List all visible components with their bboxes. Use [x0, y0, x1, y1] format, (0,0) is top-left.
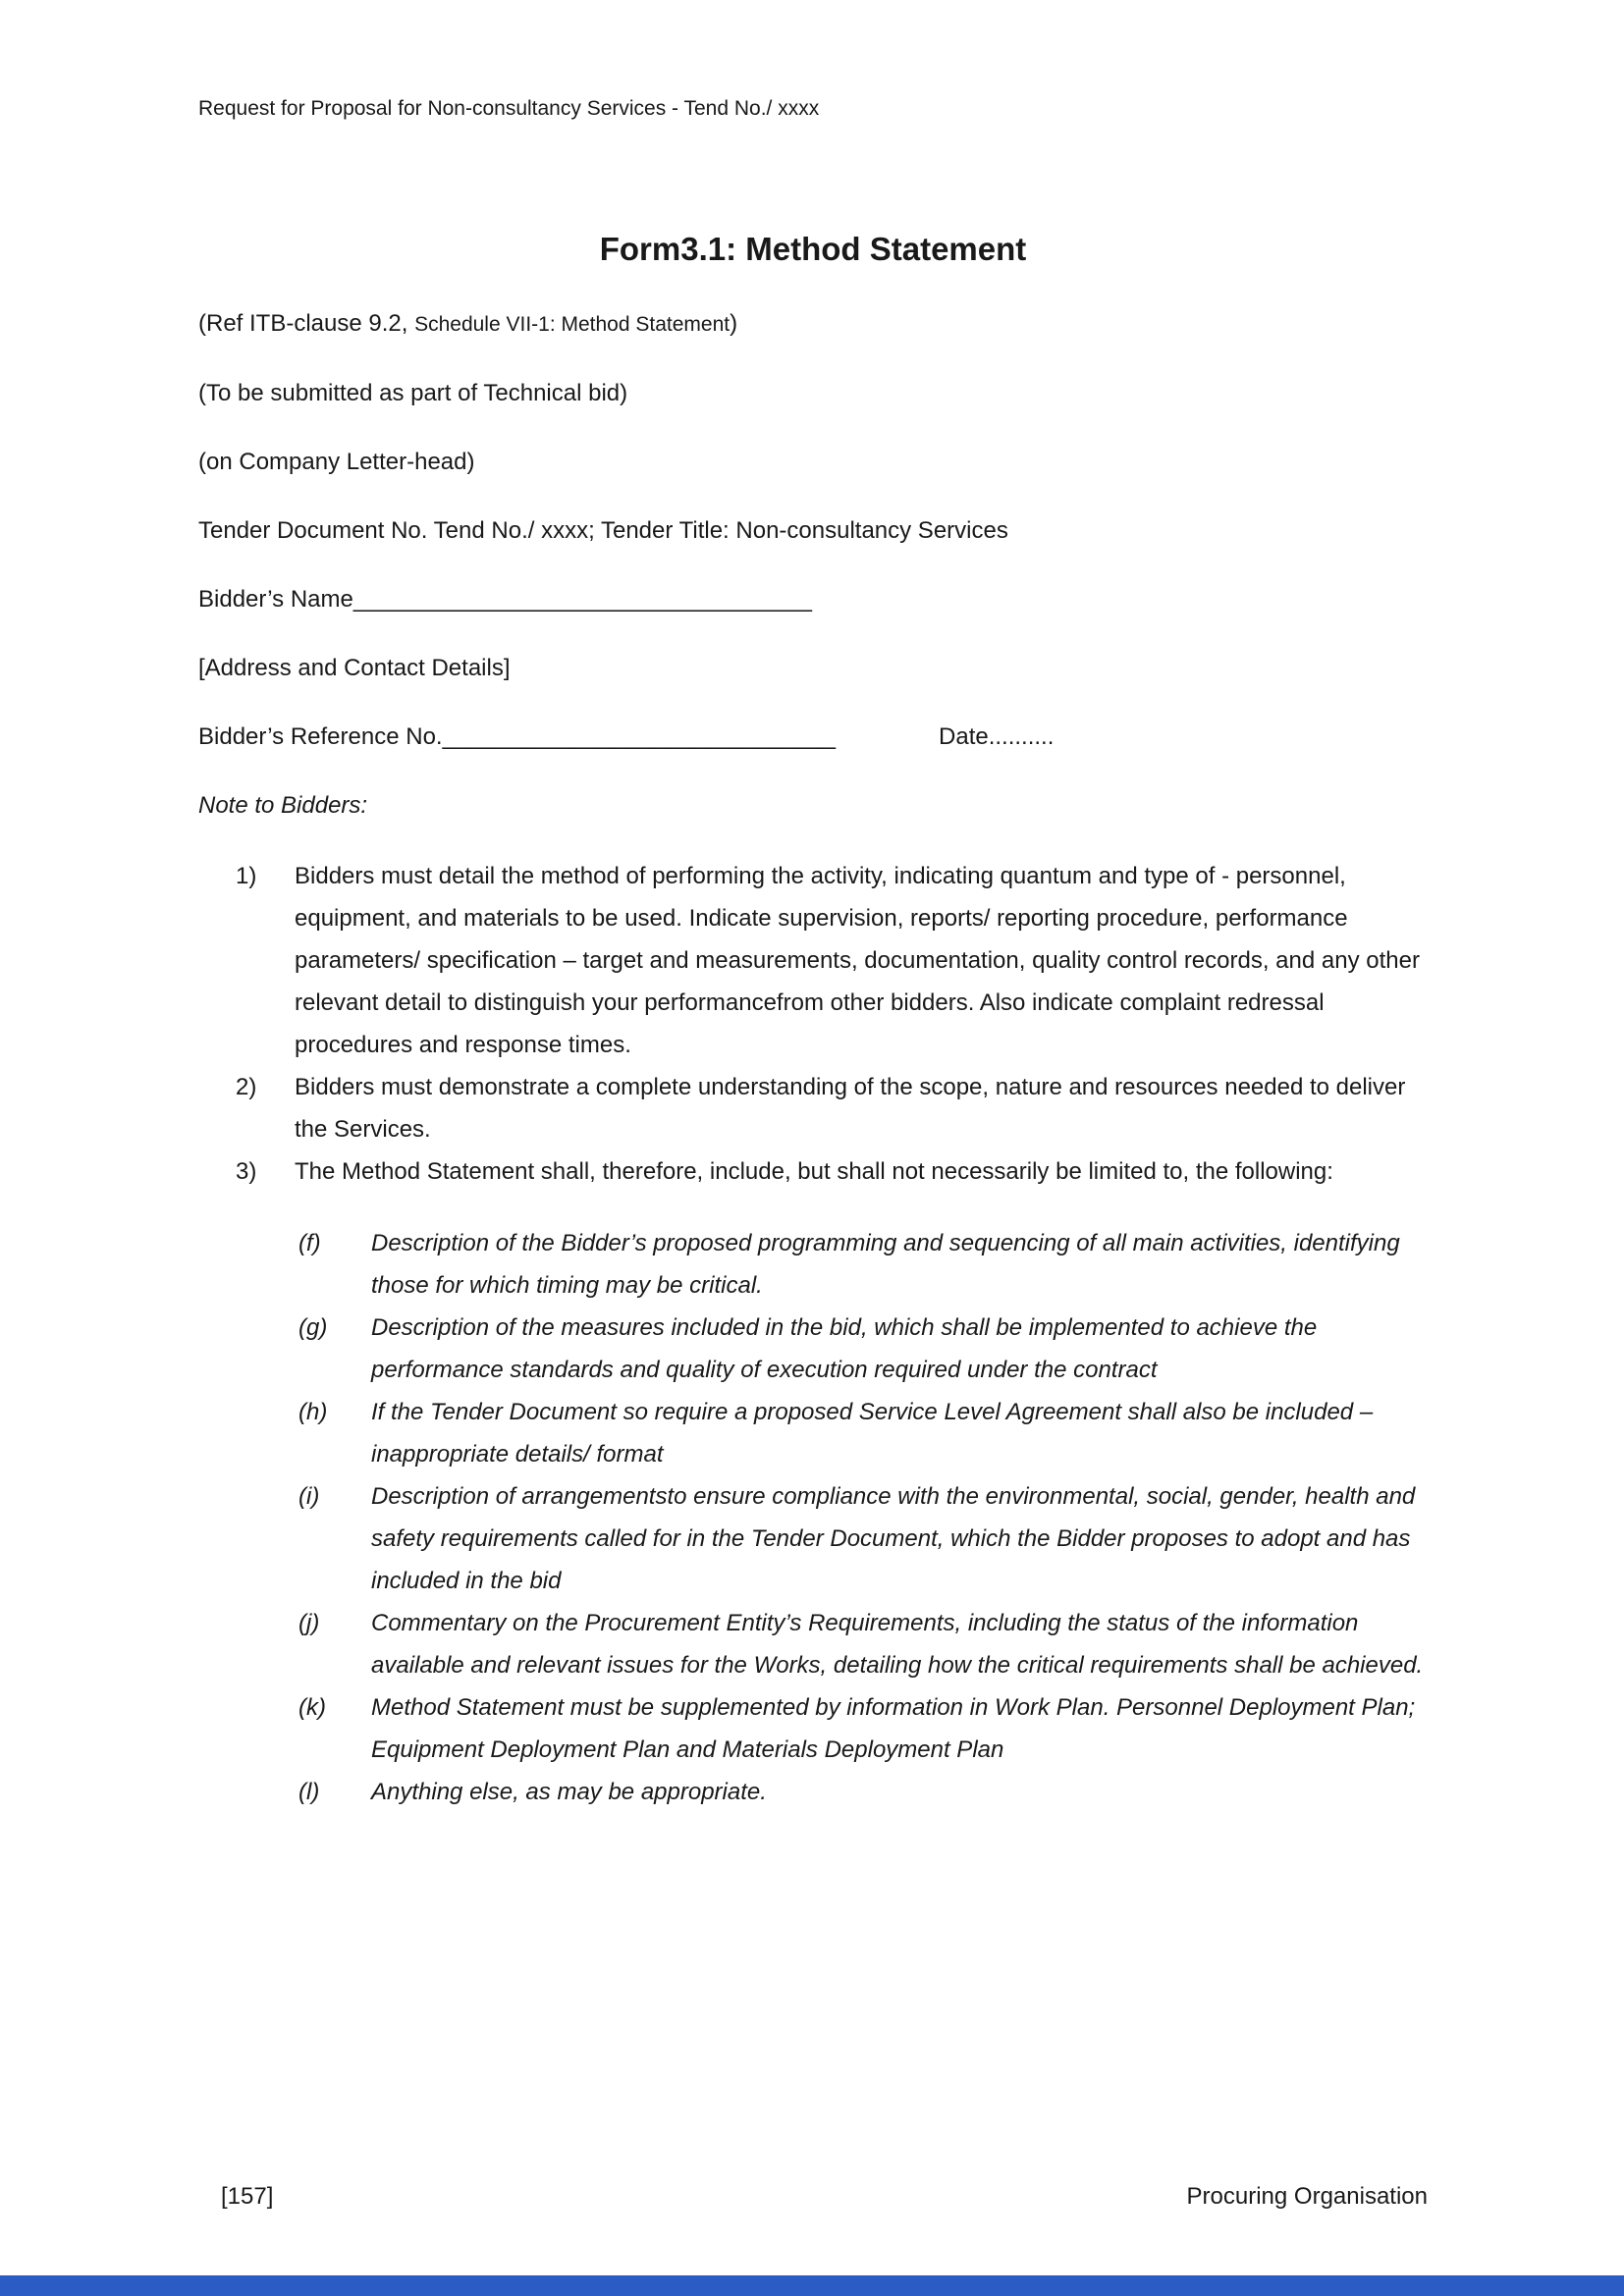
list-item-letter: (g) [298, 1314, 328, 1341]
list-item [198, 1307, 1428, 1391]
list-item-letter: (k) [298, 1694, 326, 1721]
list-item-text: If the Tender Document so require a proposed Service Level Agreement shall also be included – inappropriate details/ format [371, 1399, 1374, 1468]
list-item-letter: (h) [298, 1399, 328, 1425]
running-header: Request for Proposal for Non-consultancy Services - Tend No./ xxxx [198, 97, 820, 120]
list-item [198, 1475, 1428, 1602]
bottom-window-bar [0, 2275, 1624, 2296]
list-item-text: Description of the Bidder’s proposed programming and sequencing of all main activities, identifying those for which timing may be critical. [371, 1230, 1400, 1299]
list-item-number: 2) [236, 1074, 257, 1100]
list-item [198, 1391, 1428, 1475]
list-item-text: Method Statement must be supplemented by information in Work Plan. Personnel Deployment Plan; Equipment Deployment Plan and Materials Deployment Plan [371, 1694, 1416, 1763]
form-title: Form3.1: Method Statement [599, 231, 1027, 267]
list-item-text: Bidders must detail the method of performing the activity, indicating quantum and type of - personnel, equipment, and materials to be used. Indicate supervision, reports/ reporting procedure, performance parameters/ specification – target and measurements, documentation, quality control records, and any other relevant detail to distinguish your performancefrom other bidders. Also indicate complaint redressal procedures and response times. [295, 863, 1420, 1058]
ref-clause-line [198, 308, 1428, 341]
list-item-text: Anything else, as may be appropriate. [371, 1779, 767, 1805]
list-item-letter: (i) [298, 1483, 320, 1510]
list-item-number: 1) [236, 863, 257, 889]
numbered-notes-list [198, 855, 1428, 1193]
list-item [198, 1686, 1428, 1771]
list-item [198, 855, 1428, 1066]
page-footer [221, 2181, 1428, 2213]
bidder-reference-line: Bidder’s Reference No.______________________________ [198, 723, 837, 750]
submission-note: (To be submitted as part of Technical bid) [198, 380, 628, 406]
list-item-number: 3) [236, 1158, 257, 1185]
ref-clause-schedule: Schedule VII-1: Method Statement [414, 313, 731, 336]
list-item-text: The Method Statement shall, therefore, include, but shall not necessarily be limited to, the following: [295, 1158, 1333, 1185]
document-content [198, 0, 1428, 1813]
list-item-letter: (j) [298, 1610, 320, 1636]
page-number: [157] [221, 2183, 274, 2210]
list-item-letter: (f) [298, 1230, 321, 1256]
date-line: Date.......... [939, 723, 1055, 750]
list-item-letter: (l) [298, 1779, 320, 1805]
list-item-text: Bidders must demonstrate a complete understanding of the scope, nature and resources needed to deliver the Services. [295, 1074, 1406, 1143]
lettered-requirements-list [198, 1222, 1428, 1813]
ref-clause-suffix: ) [730, 310, 738, 337]
address-line: [Address and Contact Details] [198, 655, 511, 681]
ref-clause-prefix: (Ref ITB-clause 9.2, [198, 310, 415, 337]
list-item-text: Commentary on the Procurement Entity’s Requirements, including the status of the information available and relevant issues for the Works, detailing how the critical requirements shall be achieved. [371, 1610, 1424, 1679]
bidder-name-line: Bidder’s Name___________________________________ [198, 586, 813, 613]
list-item-text: Description of arrangementsto ensure compliance with the environmental, social, gender, health and safety requirements called for in the Tender Document, which the Bidder proposes to adopt and has included in the bid [371, 1483, 1416, 1594]
reference-and-date-row [198, 721, 1428, 753]
list-item [198, 1066, 1428, 1150]
list-item-text: Description of the measures included in the bid, which shall be implemented to achieve the performance standards and quality of execution required under the contract [371, 1314, 1318, 1383]
letterhead-note: (on Company Letter-head) [198, 449, 475, 475]
footer-organisation: Procuring Organisation [1186, 2183, 1428, 2210]
list-item [198, 1150, 1428, 1193]
list-item [198, 1222, 1428, 1307]
note-to-bidders-heading: Note to Bidders: [198, 792, 368, 819]
list-item [198, 1771, 1428, 1813]
list-item [198, 1602, 1428, 1686]
tender-document-line: Tender Document No. Tend No./ xxxx; Tender Title: Non-consultancy Services [198, 517, 1008, 544]
